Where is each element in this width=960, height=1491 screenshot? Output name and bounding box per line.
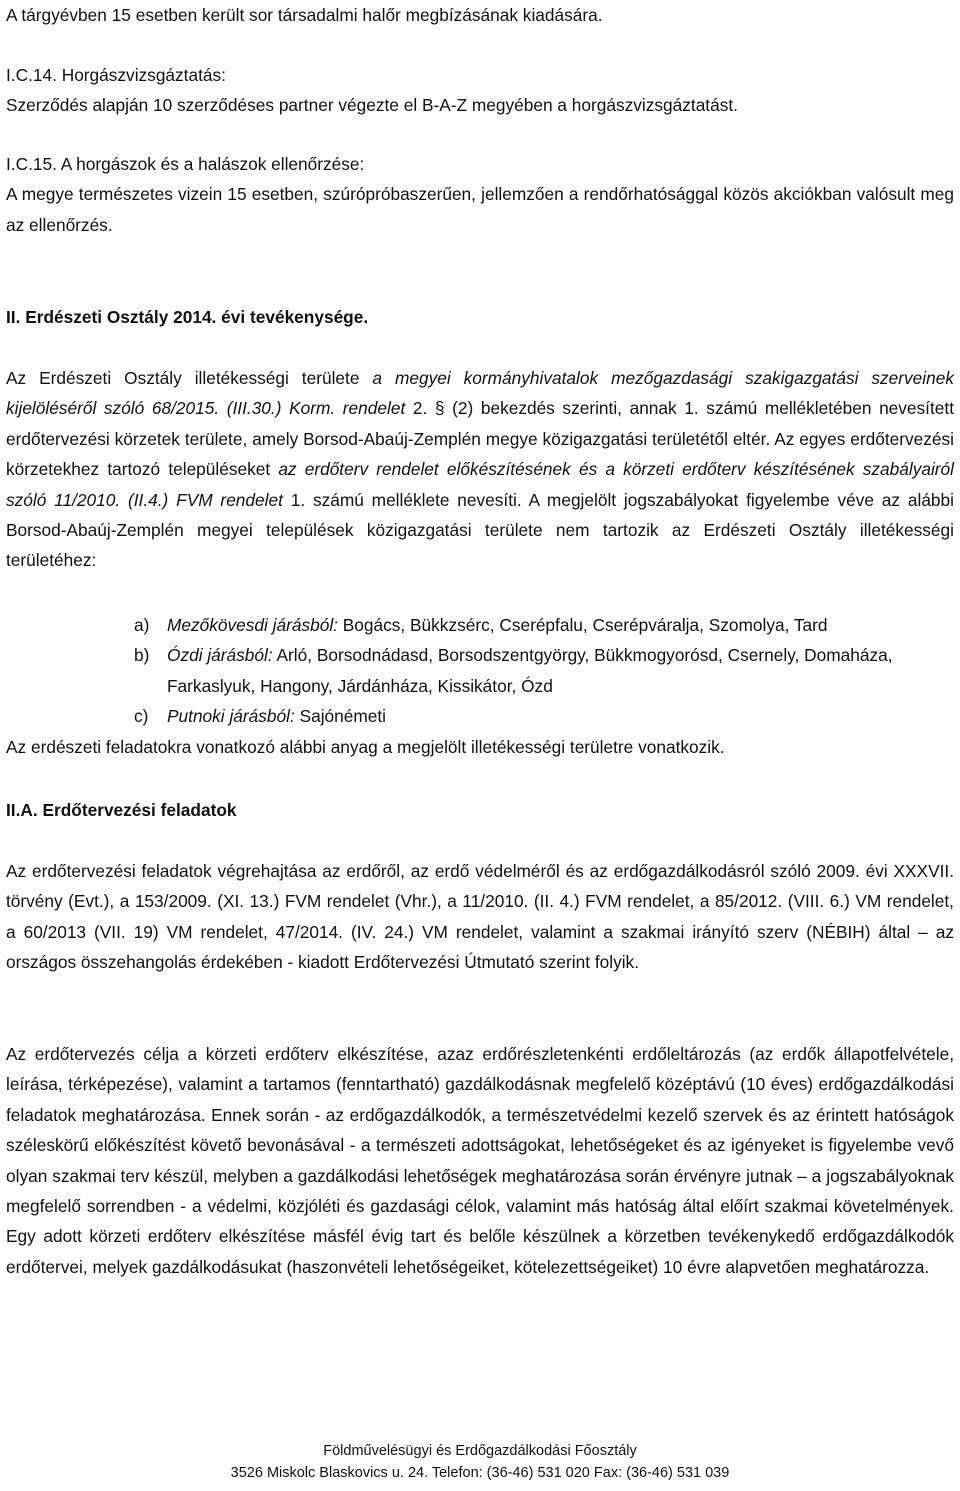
section2-heading: II. Erdészeti Osztály 2014. évi tevékenysége. (6, 307, 369, 327)
ic15-block (6, 149, 954, 240)
section2-heading-block (6, 302, 954, 332)
ic14-block (6, 60, 954, 121)
list-item-text: Sajónémeti (294, 706, 387, 727)
list-item-mark: a) (134, 615, 150, 635)
section2-p1-e: 1. számú melléklete nevesíti. A megjelölt jogszabályokat figyelembe véve az alábbi Borsod-Abaúj-Zemplén megyei települések közigazgatási területe nem tartozik az Erdészeti Osztály illetékességi területéhez: (6, 489, 954, 571)
footer-line-2: 3526 Miskolc Blaskovics u. 24. Telefon: (36-46) 531 020 Fax: (36-46) 531 039 (230, 1465, 730, 1481)
list-item-text: Arló, Borsodnádasd, Borsodszentgyörgy, Bükkmogyorósd, Csernely, Domaháza, Farkaslyuk, Hangony, Járdánháza, Kissikátor, Ózd (167, 645, 893, 696)
intro-line: A tárgyévben 15 esetben került sor társadalmi halőr megbízásának kiadására. (6, 5, 603, 25)
list-item (134, 701, 954, 731)
section2-p1-a: Az Erdészeti Osztály illetékességi területe (6, 368, 373, 388)
ic15-text: A megye természetes vizein 15 esetben, szúrópróbaszerűen, jellemzően a rendőrhatósággal közös akciókban valósult meg az ellenőrzés. (6, 184, 954, 235)
section2a-p2: Az erdőtervezés célja a körzeti erdőterv elkészítése, azaz erdőrészletenkénti erdőleltározás (az erdők állapotfelvétele, leírása, térképezése), valamint a tartamos (fenntartható) gazdálkodásnak megfelelő középtávú (10 éves) erdőgazdálkodási feladatok meghatározása. Ennek során - az erdőgazdálkodók, a természetvédelmi kezelő szervek és az érintett hatóságok széleskörű előkészítést követő bevonásával - a természeti adottságokat, lehetőségeket és az igényeket is figyelembe vevő olyan szakmai terv készül, melyben a gazdálkodási lehetőségek meghatározása során érvényre jutnak – a jogszabályoknak megfelelő sorrendben - a védelmi, közjóléti és gazdasági célok, valamint más hatóság által előírt szakmai követelmények. Egy adott körzeti erdőterv elkészítése másfél évig tart és belőle készülnek a körzetben tevékenykedő erdőgazdálkodók erdőtervei, melyek gazdálkodásukat (haszonvételi lehetőségeiket, kötelezettségeiket) 10 évre alapvetően meghatározza. (6, 1044, 954, 1277)
section2a-heading-block (6, 795, 954, 825)
section2a-p1-block (6, 856, 954, 978)
section2-p1-c: 2. § (2) bekezdés szerinti, annak 1. számú mellékletében nevesített erdőtervezési körzetek területe, amely Borsod-Abaúj-Zemplén megye közigazgatási területétől eltér. Az egyes erdőtervezési körzetekhez tartozó településeket (6, 398, 954, 480)
list-item (134, 640, 954, 701)
section2-closing-block (6, 732, 954, 762)
ic14-heading: I.C.14. Horgászvizsgáztatás: (6, 65, 226, 85)
section2a-p1: Az erdőtervezési feladatok végrehajtása az erdőről, az erdő védelméről és az erdőgazdálkodásról szóló 2009. évi XXXVII. törvény (Evt.), a 153/2009. (XI. 13.) FVM rendelet (Vhr.), a 11/2010. (II. 4.) FVM rendelet, a 85/2012. (VIII. 6.) VM rendelet, a 60/2013 (VII. 19) VM rendelet, 47/2014. (IV. 24.) VM rendelet, valamint a szakmai irányító szerv (NÉBIH) által – az országos összehangolás érdekében - kiadott Erdőtervezési Útmutató szerint folyik. (6, 861, 954, 973)
section2-p1 (6, 363, 954, 576)
ic15-heading: I.C.15. A horgászok és a halászok ellenőrzése: (6, 154, 365, 174)
page-footer (0, 1440, 960, 1484)
list-item-label: Mezőkövesdi járásból: (167, 615, 338, 635)
section2-p1-b: a megyei kormányhivatalok mezőgazdasági szakigazgatási szerveinek kijelöléséről szóló 68/2015. (III.30.) Korm. rendelet (6, 368, 954, 419)
section2-paragraph (6, 363, 954, 576)
section2-closing: Az erdészeti feladatokra vonatkozó alábbi anyag a megjelölt illetékességi területre vonatkozik. (6, 737, 725, 757)
section2a-p2-block (6, 1039, 954, 1282)
list-item-label: Putnoki járásból: (167, 706, 295, 727)
section2-p1-d: az erdőterv rendelet előkészítésének és a körzeti erdőterv készítésének szabályairól szóló 11/2010. (II.4.) FVM rendelet (6, 459, 954, 510)
list-item-mark: c) (134, 706, 149, 727)
list-item-mark: b) (134, 645, 150, 666)
list-item-label: Ózdi járásból: (167, 645, 273, 666)
footer-line-1: Földművelésügyi és Erdőgazdálkodási Főosztály (323, 1443, 637, 1459)
list-item (134, 610, 954, 640)
section2a-heading: II.A. Erdőtervezési feladatok (6, 800, 237, 820)
excluded-settlements-list (134, 610, 954, 732)
list-item-text: Bogács, Bükkzsérc, Cserépfalu, Cserépváralja, Szomolya, Tard (337, 615, 828, 635)
intro-block (6, 0, 954, 30)
ic14-text: Szerződés alapján 10 szerződéses partner végezte el B-A-Z megyében a horgászvizsgáztatást. (6, 95, 738, 116)
